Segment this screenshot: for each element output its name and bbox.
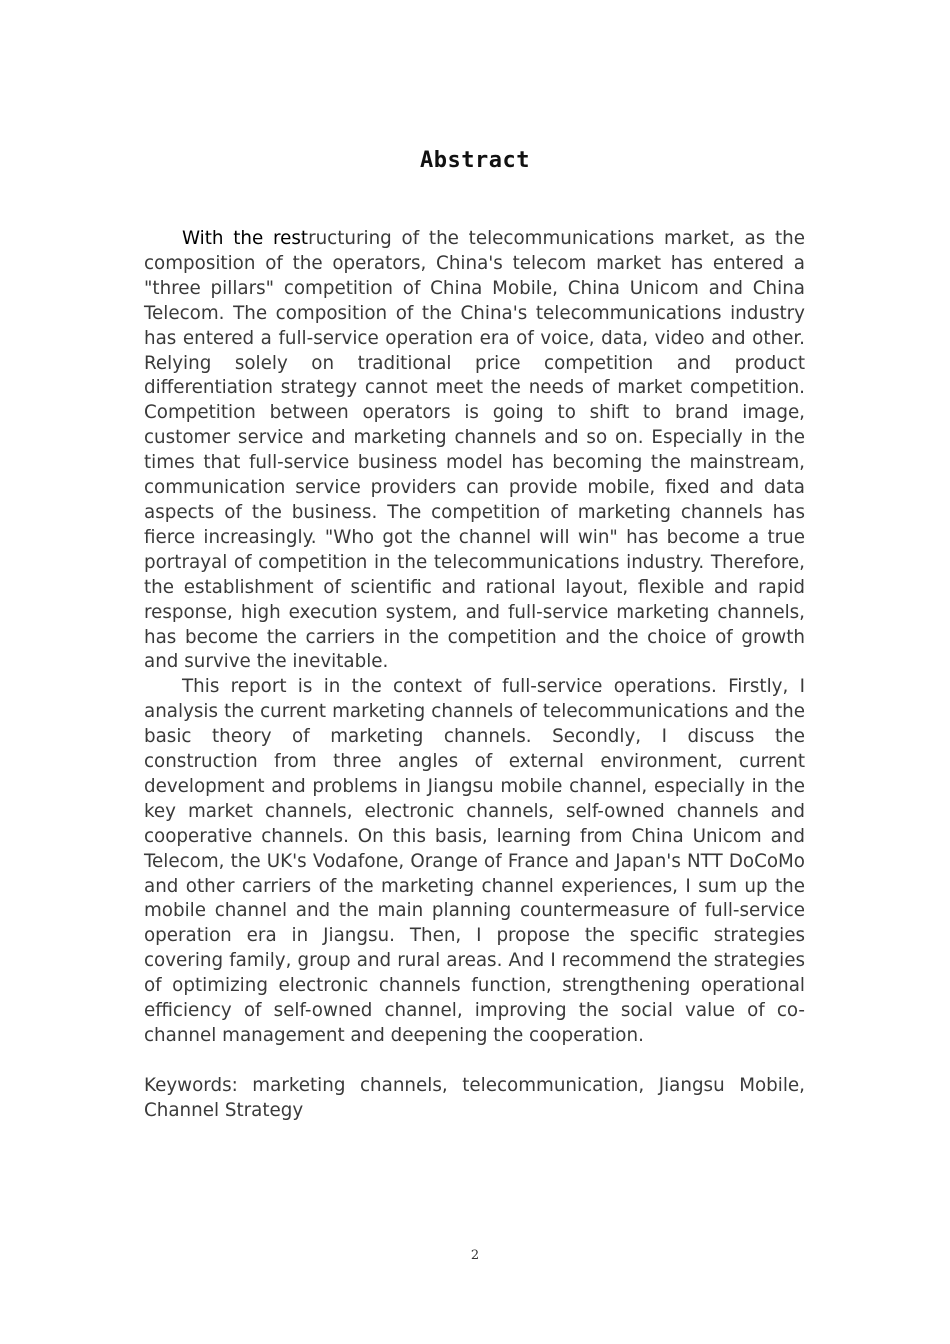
page-title: Abstract	[420, 148, 530, 173]
abstract-paragraph-1	[144, 227, 805, 675]
page-number: 2	[470, 1248, 480, 1263]
keywords-line: Keywords: marketing channels, telecommunication, Jiangsu Mobile, Channel Strategy	[144, 1074, 805, 1121]
abstract-paragraph-2: This report is in the context of full-service operations. Firstly, I analysis the current marketing channels of telecommunications and the basic theory of marketing channels. Secondly, I discuss the construction from three angles of external environment, current development and problems in Jiangsu mobile channel, especially in the key market channels, electronic channels, self-owned channels and cooperative channels. On this basis, learning from China Unicom and Telecom, the UK's Vodafone, Orange of France and Japan's NTT DoCoMo and other carriers of the marketing channel experiences, I sum up the mobile channel and the main planning countermeasure of full-service operation era in Jiangsu. Then, I propose the specific strategies covering family, group and rural areas. And I recommend the strategies of optimizing electronic channels function, strengthening operational efficiency of self-owned channel, improving the social value of co-channel management and deepening the cooperation.	[144, 676, 805, 1046]
paragraph-1-text: ructuring of the telecommunications market, as the composition of the operators, China's telecom market has entered a "three pillars" competition of China Mobile, China Unicom and China Telecom. The composition of the China's telecommunications industry has entered a full-service operation era of voice, data, video and other. Relying solely on traditional price competition and product differentiation strategy cannot meet the needs of market competition. Competition between operators is going to shift to brand image, customer service and marketing channels and so on. Especially in the times that full-service business model has becoming the mainstream, communication service providers can provide mobile, fixed and data aspects of the business. The competition of marketing channels has fierce increasingly. "Who got the channel will win" has become a true portrayal of competition in the telecommunications industry. Therefore, the establishment of scientific and rational layout, flexible and rapid response, high execution system, and full-service marketing channels, has become the carriers in the competition and the choice of growth and survive the inevitable.	[144, 228, 805, 673]
abstract-body	[144, 227, 805, 1124]
paragraph-1-lead: With the rest	[182, 228, 309, 249]
